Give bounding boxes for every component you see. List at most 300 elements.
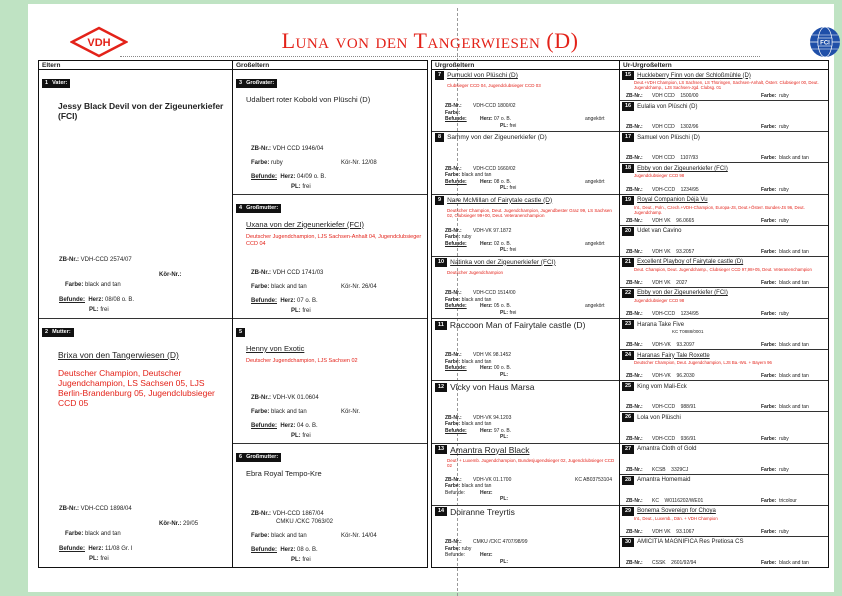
farbe-label: Farbe:	[761, 124, 777, 131]
zb-number: VDH VK 98.1452	[473, 352, 512, 359]
ancestor-number: 28	[625, 476, 632, 483]
pl-label: PL:	[500, 558, 509, 565]
ancestor-number-badge	[435, 383, 447, 392]
farbe-label: Farbe:	[445, 545, 461, 552]
zb-number: VDH-VK 01.1700	[473, 476, 512, 483]
herz-label: Herz:	[480, 303, 493, 309]
great-great-grandparent-entry	[620, 257, 828, 288]
column-great-grandparents	[431, 60, 620, 568]
dog-name: Udalbert roter Kobold von Plüschi (D)	[246, 95, 371, 104]
great-great-grandparent-entry	[620, 70, 828, 101]
zb-label: ZB-Nr.:	[59, 506, 79, 512]
grandparent-entry	[233, 70, 427, 195]
dog-name: Eulalia von Plüschi (D)	[637, 103, 698, 110]
dog-name: King vom Mali-Eck	[637, 383, 687, 390]
herz-value: 04 o. B.	[297, 422, 318, 429]
dog-name: Haranas Fairy Tale Roxette	[637, 352, 710, 359]
farbe-label: Farbe:	[761, 497, 777, 504]
ancestor-number-badge	[622, 351, 634, 360]
ancestor-number-badge	[435, 258, 447, 267]
befunde-label: Befunde:	[445, 365, 467, 372]
zb-label: ZB-Nr.:	[445, 103, 462, 110]
ancestor-number: 18	[625, 165, 632, 172]
pl-label: PL:	[500, 309, 509, 316]
ancestor-number: 20	[625, 227, 632, 234]
fci-globe-logo	[809, 26, 841, 58]
dog-titles: Jugendclubsieger CCD 98	[634, 173, 685, 179]
befunde-label: Befunde:	[59, 546, 85, 552]
zb-number: VDH-VK 01.0604	[272, 394, 319, 401]
farbe-label: Farbe:	[445, 234, 461, 241]
zb-number: CSSK 2601/92/94	[652, 560, 697, 566]
ancestor-number-badge	[435, 71, 444, 80]
farbe-label: Farbe:	[445, 172, 461, 178]
zb-label: ZB-Nr.:	[445, 414, 462, 421]
herz-label: Herz:	[280, 173, 296, 180]
column-header: Urgroßeltern	[432, 61, 619, 70]
ancestor-number: 16	[625, 103, 632, 110]
dog-titles: Int., Deut., Luxemb., Dän. + VDH Champion	[634, 515, 718, 521]
ancestor-role: Mutter:	[52, 329, 71, 335]
zb-number: VDH-CCD 1800/02	[473, 103, 516, 110]
zb-label: ZB-Nr.:	[251, 145, 271, 152]
great-great-grandparent-entry	[620, 101, 828, 132]
great-great-grandparent-entry	[620, 506, 828, 537]
zb-number: KCSB 3329CJ	[652, 466, 689, 473]
ancestor-number-badge	[622, 445, 634, 454]
zb-number: VDH-CCD 988/91	[652, 404, 696, 411]
farbe-label: Farbe:	[761, 435, 777, 442]
great-great-grandparent-entry	[620, 350, 828, 381]
befunde-label: Befunde:	[445, 116, 467, 123]
zb-number: VDH VK 2027	[652, 279, 688, 286]
zb-label: ZB-Nr.:	[626, 373, 643, 380]
dog-titles: Deut.+VDH Champion, LS Sachsen, LS Thüringen, Sachsen-Anhalt, Österr. Clubsieger 00, Deut. Jugendchamp., LJS Sachsen-Jgd. Clubsg. 01	[634, 80, 819, 90]
dog-name: Pumuckl von Plüschi (D)	[447, 72, 518, 79]
zb-label: ZB-Nr.:	[626, 342, 643, 349]
dog-titles: Deut. + Luxemb. Jugendchampion, Bundesjugendsieger 02, Jugendclubsieger CCD 02	[447, 457, 615, 468]
zb-label: ZB-Nr.:	[626, 186, 643, 193]
koer-status: angekört	[585, 303, 605, 309]
koer-label: Kör-Nr.:	[159, 272, 182, 278]
great-great-grandparent-entry	[620, 288, 828, 319]
ancestor-number: 13	[438, 446, 445, 452]
farbe-value: black and tan	[461, 483, 492, 490]
ancestor-number-badge	[42, 328, 74, 337]
koer-status: angekört	[585, 240, 605, 247]
farbe-value: black and tan	[461, 421, 492, 427]
farbe-label: Farbe:	[445, 483, 461, 490]
farbe-value: black and tan	[779, 248, 809, 255]
farbe-value: black and tan	[461, 358, 492, 365]
ancestor-number-badge	[622, 102, 634, 111]
ancestor-number: 6	[239, 453, 243, 460]
farbe-value: black and tan	[85, 531, 121, 537]
herz-value: 08/08 o. B.	[105, 297, 135, 303]
ancestor-number: 5	[239, 329, 243, 335]
zb-label: ZB-Nr.:	[626, 124, 643, 131]
pl-value: frei	[509, 122, 517, 129]
herz-value: 11/08 Gr. I	[105, 546, 133, 552]
herz-label: Herz:	[480, 427, 493, 434]
ancestor-number: 25	[625, 383, 632, 390]
herz-label: Herz:	[88, 297, 104, 303]
svg-text:VDH: VDH	[87, 37, 111, 49]
zb-number: VDH-CCD 936/91	[652, 435, 696, 442]
farbe-label: Farbe:	[445, 109, 461, 116]
zb-number: VDH-VK 97.1872	[473, 227, 512, 234]
farbe-value: black and tan	[779, 279, 809, 286]
zb-number: VDH CCD 1302/96	[652, 124, 699, 131]
dog-titles: Deutscher Jugendchampion, LJS Sachsen 02	[246, 358, 358, 364]
dog-name: Jessy Black Devil von der Zigeunerkiefer (FCI)	[58, 101, 224, 121]
ancestor-number-badge	[622, 507, 634, 516]
zb-number: VDH-CCD 1514/00	[473, 290, 516, 296]
koer-label: Kör-Nr.:	[159, 521, 182, 527]
zb-number: VDH-VK 94.1203	[473, 414, 512, 421]
ancestor-number: 23	[625, 321, 632, 327]
koer-label: Kör-Nr.	[341, 159, 361, 166]
zb-number: VDH CCD 1741/03	[272, 270, 324, 276]
farbe-value: ruby	[779, 311, 789, 317]
zb-label: ZB-Nr.:	[626, 248, 643, 255]
zb-number: VDH-CCD 1660/02	[473, 165, 516, 172]
herz-label: Herz:	[280, 422, 296, 429]
dog-name: Harana Take Five	[637, 321, 685, 328]
farbe-label: Farbe:	[761, 373, 777, 380]
zb-label: ZB-Nr.:	[626, 560, 643, 566]
parent-entry	[39, 319, 232, 567]
dog-name: AMICITIA MAGNIFICA Res Pretiosa CS	[637, 539, 744, 546]
ancestor-number: 17	[625, 134, 632, 141]
dog-titles: Deutscher Jugendchampion	[447, 269, 504, 275]
pl-label: PL:	[500, 122, 509, 129]
pl-label: PL:	[89, 556, 99, 562]
zb-label: ZB-Nr.:	[626, 497, 643, 504]
dog-name: Doiranne Treyrtis	[450, 506, 515, 517]
title-divider	[120, 56, 760, 57]
herz-label: Herz:	[480, 552, 493, 558]
ancestor-number: 26	[625, 414, 632, 421]
befunde-label: Befunde:	[445, 489, 466, 496]
farbe-value: black and tan	[271, 284, 307, 290]
farbe-value: ruby	[779, 124, 789, 131]
herz-value: 08 o. B.	[493, 178, 512, 185]
page-title: Luna von den Tangerwiesen (D)	[281, 28, 579, 53]
dog-name: Brixa von den Tangerwiesen (D)	[58, 350, 179, 360]
pl-label: PL:	[500, 371, 509, 378]
ancestor-number-badge	[622, 133, 634, 142]
extra-registration: KC T0888/0001	[672, 329, 704, 334]
pl-label: PL:	[500, 247, 509, 254]
great-grandparent-entry	[432, 381, 619, 443]
dog-name: Amantra Royal Black	[450, 444, 530, 455]
farbe-label: Farbe:	[761, 528, 777, 535]
ancestor-number: 3	[239, 80, 243, 86]
zb-number: VDH VK 96.0665	[652, 217, 695, 224]
dog-name: Royal Companion Déjà Vu	[637, 197, 708, 203]
great-grandparent-entry	[432, 506, 619, 567]
dog-titles: Clubsieger CCD 04, Jugendclubsieger CCD 03	[447, 83, 541, 88]
column-header: Eltern	[39, 61, 232, 70]
ancestor-number-badge	[622, 320, 634, 329]
great-great-grandparent-entry	[620, 132, 828, 163]
farbe-value: black and tan	[779, 155, 809, 162]
farbe-label: Farbe:	[761, 248, 777, 255]
dog-name: Lola von Plüschi	[637, 414, 681, 421]
ancestor-role: Großmutter:	[246, 453, 279, 460]
ancestor-number: 7	[438, 72, 442, 78]
farbe-label: Farbe:	[761, 560, 777, 566]
herz-label: Herz:	[280, 547, 296, 553]
farbe-value: ruby	[779, 435, 789, 442]
ancestor-number-badge	[435, 507, 447, 516]
zb-label: ZB-Nr.:	[251, 270, 271, 276]
befunde-label: Befunde:	[59, 297, 85, 303]
farbe-label: Farbe:	[445, 358, 461, 365]
farbe-value: black and tan	[461, 172, 492, 178]
grandparent-entry	[233, 444, 427, 568]
pl-label: PL:	[291, 557, 301, 563]
zb-number: VDH-CCD 1898/04	[80, 506, 132, 512]
dog-name: Bonema Sovereign for Choya	[637, 508, 716, 515]
zb-number: VDH-VK 93.2097	[652, 342, 695, 349]
koer-label: Kör-Nr.	[341, 284, 361, 290]
zb-label: ZB-Nr.:	[445, 290, 462, 296]
zb-label: ZB-Nr.:	[626, 279, 643, 286]
dog-name: Natinka von der Zigeunerkiefer (FCI)	[450, 258, 556, 266]
ancestor-number-badge	[435, 445, 447, 454]
herz-value: 04/09 o. B.	[297, 173, 327, 180]
dog-titles: Jugendclubsieger CCD 98	[634, 297, 685, 303]
ancestor-number-badge	[236, 453, 281, 462]
zb-label: ZB-Nr.:	[626, 528, 643, 535]
ancestor-number: 22	[625, 289, 632, 296]
zb-number: VDH VK 93.2057	[652, 248, 695, 255]
ancestor-number: 27	[625, 445, 632, 452]
pl-value: frei	[302, 557, 311, 563]
ancestor-number-badge	[622, 382, 634, 391]
farbe-label: Farbe:	[761, 342, 777, 349]
befunde-label: Befunde:	[445, 427, 467, 434]
great-grandparent-entry	[432, 195, 619, 257]
ancestor-number-badge	[435, 196, 444, 205]
ancestor-number: 24	[625, 352, 632, 359]
ancestor-number-badge	[622, 413, 634, 422]
ancestor-number-badge	[435, 321, 447, 330]
pl-value: frei	[509, 309, 517, 316]
ancestor-number-badge	[435, 133, 444, 142]
farbe-label: Farbe:	[445, 421, 461, 427]
grandparent-entry	[233, 195, 427, 320]
ancestor-number-badge	[622, 164, 634, 173]
ancestor-number-badge	[42, 79, 70, 88]
column-great-great-grandparents	[619, 60, 829, 568]
dog-name: Ebby von der Zigeunerkiefer (FCI)	[637, 165, 728, 172]
ancestor-number-badge	[622, 71, 634, 80]
ancestor-role: Vater:	[52, 80, 68, 86]
farbe-value: ruby	[461, 234, 472, 241]
herz-value: 00 o. B.	[493, 365, 512, 372]
great-great-grandparent-entry	[620, 226, 828, 257]
ancestor-number: 11	[438, 321, 444, 328]
zb-number: VDH-CCD 1234/95	[652, 311, 699, 317]
herz-label: Herz:	[480, 178, 493, 185]
column-header: Großeltern	[233, 61, 427, 70]
dog-name: Raccoon Man of Fairytale castle (D)	[449, 320, 586, 330]
befunde-label: Befunde:	[445, 303, 467, 309]
zb-number: VDH-CCD 1234/95	[652, 186, 699, 193]
pl-value: frei	[100, 556, 109, 562]
pl-label: PL:	[500, 496, 509, 503]
zb-number: VDH CCD 1107/93	[652, 155, 699, 162]
farbe-label: Farbe:	[761, 311, 777, 317]
extra-registration: KC AB03753104	[575, 476, 612, 483]
koer-number: 12/08	[361, 159, 377, 166]
zb-label: ZB-Nr.:	[626, 311, 643, 317]
zb-label: ZB-Nr.:	[626, 466, 643, 473]
zb-label: ZB-Nr.:	[626, 217, 643, 224]
ancestor-number-badge	[236, 328, 245, 337]
pl-label: PL:	[291, 183, 301, 190]
pl-label: PL:	[291, 432, 301, 439]
herz-label: Herz:	[280, 298, 296, 304]
zb-label: ZB-Nr.:	[59, 257, 79, 263]
great-great-grandparent-entry	[620, 163, 828, 194]
zb-label: ZB-Nr.:	[445, 539, 462, 545]
farbe-value: black and tan	[271, 408, 307, 415]
ancestor-number-badge	[622, 227, 634, 236]
befunde-label: Befunde:	[251, 298, 277, 304]
svg-text:FCI: FCI	[820, 40, 830, 47]
herz-label: Herz:	[88, 546, 104, 552]
ancestor-number: 1	[45, 80, 49, 86]
ancestor-role: Großmutter:	[246, 204, 279, 211]
great-great-grandparent-entry	[620, 381, 828, 412]
ancestor-number-badge	[622, 258, 634, 267]
herz-label: Herz:	[480, 365, 493, 372]
zb-label: ZB-Nr.:	[445, 165, 462, 172]
grandparent-entry	[233, 319, 427, 444]
column-parents	[38, 60, 233, 568]
dog-name: Samuel von Plüschi (D)	[637, 134, 700, 141]
ancestor-number: 19	[625, 196, 632, 203]
zb-number: VDH-CCD 2574/07	[80, 257, 132, 263]
farbe-label: Farbe:	[761, 155, 777, 162]
zb-label: ZB-Nr.:	[445, 476, 462, 483]
pl-value: frei	[302, 432, 311, 439]
ancestor-number: 29	[625, 507, 632, 514]
farbe-label: Farbe:	[761, 404, 777, 411]
befunde-label: Befunde:	[251, 422, 277, 429]
koer-number: 26/04	[361, 284, 377, 290]
ancestor-role: Großvater:	[246, 80, 275, 86]
herz-value: 07 o. B.	[493, 116, 512, 123]
farbe-value: ruby	[779, 217, 789, 224]
farbe-label: Farbe:	[251, 159, 270, 166]
column-header: Ur-Urgroßeltern	[620, 61, 828, 70]
befunde-label: Befunde:	[445, 552, 466, 558]
farbe-label: Farbe:	[65, 282, 84, 288]
vdh-logo	[70, 26, 128, 58]
koer-number: 29/05	[183, 521, 199, 527]
ancestor-number: 30	[625, 538, 632, 545]
farbe-label: Farbe:	[761, 279, 777, 286]
farbe-value: black and tan	[461, 296, 492, 303]
zb-label: ZB-Nr.:	[626, 435, 643, 442]
zb-label: ZB-Nr.:	[626, 93, 643, 100]
dog-titles: Int., Deut., Poln., Czech.+VDH-Champion, Europa-JS, Deut.+Österr. Bundes-JS 96, Deut. Jugendchamp.	[634, 204, 805, 215]
dog-name: Ebra Royal Tempo-Kre	[246, 468, 322, 478]
koer-label: Kör-Nr.	[341, 533, 361, 539]
farbe-value: black and tan	[271, 533, 307, 539]
farbe-label: Farbe:	[761, 186, 777, 193]
koer-label: Kör-Nr.	[341, 408, 361, 415]
farbe-label: Farbe:	[251, 284, 270, 290]
ancestor-number-badge	[622, 476, 634, 485]
farbe-value: black and tan	[779, 560, 809, 566]
dog-name: Amantra Cloth of Gold	[637, 446, 697, 452]
zb-label: ZB-Nr.:	[626, 155, 643, 162]
farbe-label: Farbe:	[761, 217, 777, 224]
farbe-label: Farbe:	[65, 531, 84, 537]
koer-status: angekört	[585, 178, 605, 185]
pl-label: PL:	[500, 185, 509, 191]
zb-label: ZB-Nr.:	[251, 394, 271, 401]
great-grandparent-entry	[432, 319, 619, 381]
zb-label: ZB-Nr.:	[251, 511, 271, 517]
great-great-grandparent-entry	[620, 412, 828, 443]
befunde-label: Befunde:	[251, 547, 277, 553]
zb-number: VDH-CCD 1867/04	[272, 511, 324, 517]
befunde-label: Befunde:	[445, 240, 467, 247]
pl-value: frei	[302, 183, 311, 190]
dog-name: Nare McMillan of Fairytale castle (D)	[447, 196, 553, 204]
farbe-value: ruby	[779, 528, 789, 535]
pl-value: frei	[100, 307, 109, 313]
dog-name: Vicky von Haus Marsa	[450, 382, 535, 393]
great-grandparent-entry	[432, 132, 619, 194]
ancestor-number: 8	[438, 134, 442, 141]
pl-value: frei	[302, 308, 311, 314]
great-grandparent-entry	[432, 70, 619, 132]
ancestor-number: 9	[438, 196, 442, 203]
farbe-value: black and tan	[85, 282, 121, 288]
great-great-grandparent-entry	[620, 537, 828, 567]
farbe-value: tricolour	[779, 497, 797, 504]
dog-name: Amantra Homemaid	[637, 477, 691, 484]
dog-titles: Deut. Champion, Deut. Jugendchamp., Clubsieger CCD 97,98+05, Deut. Veteranenchampion	[634, 266, 812, 272]
great-grandparent-entry	[432, 444, 619, 506]
ancestor-number-badge	[622, 289, 634, 298]
zb-number: VDH VK 93.1067	[652, 528, 695, 535]
ancestor-number: 14	[438, 508, 445, 515]
great-great-grandparent-entry	[620, 444, 828, 475]
farbe-label: Farbe:	[251, 533, 270, 539]
herz-value: 07 o. B.	[297, 298, 318, 304]
zb-number: KC W0116202/WE01	[652, 497, 704, 504]
zb-number: VDH CCD 1946/04	[272, 145, 324, 152]
ancestor-number: 4	[239, 204, 243, 211]
pl-label: PL:	[500, 434, 509, 440]
dog-titles: Deutscher Champion, Deutscher Jugendchampion, LS Sachsen 05, LJS Berlin-Brandenburg 05, Jugendclubsieger CCD 05	[58, 368, 215, 408]
pl-label: PL:	[89, 307, 99, 313]
befunde-label: Befunde:	[251, 173, 277, 180]
dog-titles: Deutscher Champion, Deut. Jugendchampion, Jugendbester Graz 99, LS Sachsen 02, Clubsieger 99+00, Deut. Veteranenchampion	[447, 207, 612, 218]
farbe-value: ruby	[461, 545, 472, 552]
zb-label: ZB-Nr.:	[626, 404, 643, 411]
pl-value: frei	[509, 247, 517, 254]
